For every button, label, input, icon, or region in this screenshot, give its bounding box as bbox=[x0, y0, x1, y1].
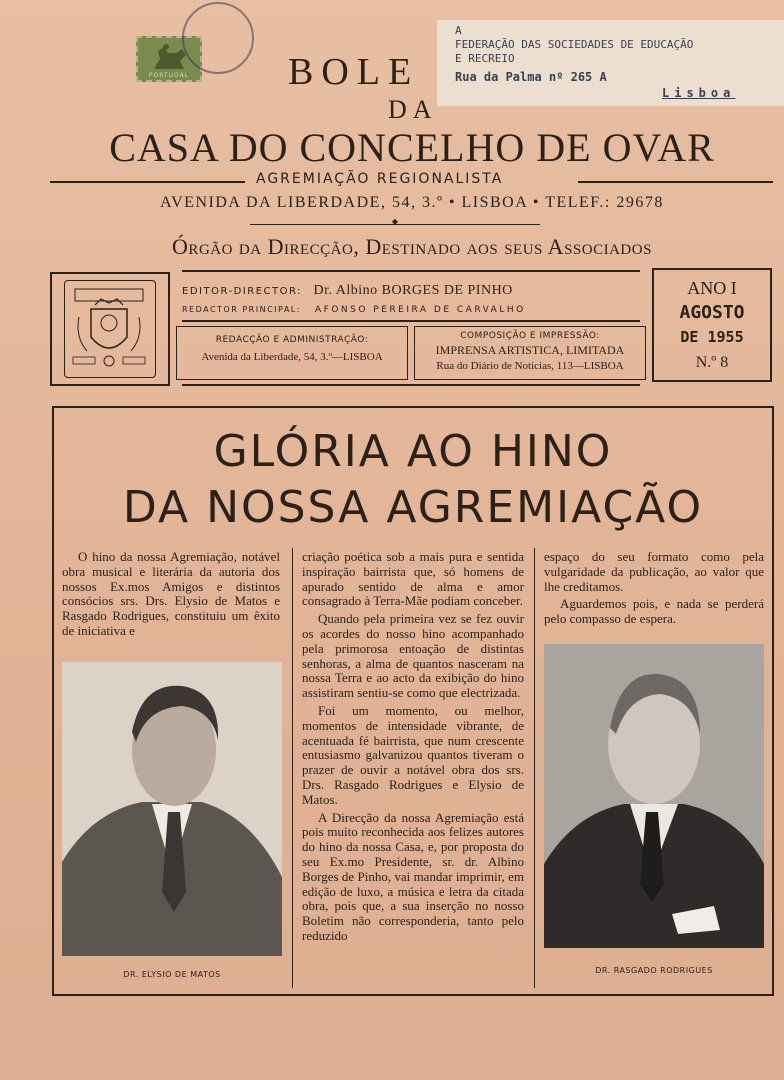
mailing-label bbox=[437, 20, 784, 106]
col3-paragraph-1: espaço do seu formato como pela vulgaridade da publicação, ao valor que lhe creditamos. bbox=[544, 549, 764, 594]
print-value-1: IMPRENSA ARTISTICA, LIMITADA bbox=[435, 343, 625, 357]
issue-month: AGOSTO bbox=[679, 302, 745, 323]
rule-right bbox=[578, 181, 773, 183]
column-2 bbox=[302, 550, 524, 944]
print-label: COMPOSIÇÃO E IMPRESSÃO: bbox=[460, 331, 600, 341]
masthead-da: DA bbox=[388, 95, 438, 124]
portrait-rasgado-rodrigues bbox=[544, 644, 764, 948]
issue-year: DE 1955 bbox=[680, 328, 744, 346]
rule-left bbox=[50, 181, 245, 183]
masthead-name: CASA DO CONCELHO DE OVAR bbox=[109, 125, 715, 170]
stamp-country: PORTUGAL bbox=[148, 72, 190, 79]
label-line-3: E RECREIO bbox=[455, 52, 515, 65]
issue-year-number: ANO I bbox=[687, 278, 737, 298]
col2-paragraph-2: Quando pela primeira vez se fez ouvir os acordes do nosso hino acompanhado pela primorosa entoação de distintas senhoras, a alma de quantos nasceram na nossa Terra e ao acto da exibição do hino assistiram sentiu-se como que electrizada. bbox=[302, 611, 524, 701]
crest-box bbox=[50, 272, 170, 386]
issue-number: N.º 8 bbox=[695, 354, 729, 371]
column-1 bbox=[62, 550, 280, 639]
col1-paragraph-1: O hino da nossa Agremiação, notável obra musical e literária da autoria dos nossos Ex.mos Amigos e distintos consócios srs. Drs. Elysio de Matos e Rasgado Rodrigues, constituiu um êxito de iniciativa e bbox=[62, 549, 280, 638]
print-box bbox=[414, 326, 646, 380]
headline-line-2: DA NOSSA AGREMIAÇÃO bbox=[122, 482, 704, 533]
ornamental-rule bbox=[250, 224, 540, 225]
staff-rule-bottom bbox=[182, 384, 640, 386]
portrait-left-image bbox=[62, 662, 282, 956]
column-divider-2 bbox=[534, 548, 535, 988]
portrait-right-image bbox=[544, 644, 764, 948]
masthead-subtitle: AGREMIAÇÃO REGIONALISTA bbox=[256, 171, 504, 187]
postmark bbox=[182, 2, 254, 74]
masthead-address: AVENIDA DA LIBERDADE, 54, 3.º • LISBOA • TELEF.: 29678 bbox=[160, 194, 664, 211]
coat-of-arms bbox=[64, 280, 156, 378]
editor-label: EDITOR-DIRECTOR: bbox=[182, 286, 302, 297]
portrait-elysio-de-matos bbox=[62, 662, 282, 956]
admin-label: REDACÇÃO E ADMINISTRAÇÃO: bbox=[215, 335, 369, 345]
column-3 bbox=[544, 550, 764, 627]
label-line-4: Rua da Palma nº 265 A bbox=[455, 70, 607, 84]
col3-paragraph-2: Aguardemos pois, e nada se perderá pelo compasso de espera. bbox=[544, 596, 764, 627]
issue-box bbox=[652, 268, 772, 382]
editor-name: Dr. Albino BORGES DE PINHO bbox=[313, 283, 513, 298]
caption-right: DR. RASGADO RODRIGUES bbox=[595, 966, 713, 975]
label-line-5: Lisboa bbox=[662, 86, 736, 100]
label-line-2: FEDERAÇÃO DAS SOCIEDADES DE EDUCAÇÃO bbox=[455, 38, 694, 51]
headline-line-1: GLÓRIA AO HINO bbox=[213, 426, 613, 477]
column-divider-1 bbox=[292, 548, 293, 988]
redactor-name: AFONSO PEREIRA DE CARVALHO bbox=[315, 305, 526, 315]
print-value-2: Rua do Diário de Noticias, 113—LISBOA bbox=[436, 360, 624, 372]
admin-box bbox=[176, 326, 408, 380]
redactor-label: REDACTOR PRINCIPAL: bbox=[182, 305, 301, 314]
col2-paragraph-1: criação poética sob a mais pura e sentida inspiração bairrista que, só homens de apurado sentido de alma e amor consagrado à Terra-Mãe podiam conceber. bbox=[302, 549, 524, 609]
staff-rule-mid bbox=[182, 320, 640, 322]
masthead-title: BOLE bbox=[288, 51, 420, 93]
caption-left: DR. ELYSIO DE MATOS bbox=[123, 970, 221, 979]
admin-value: Avenida da Liberdade, 54, 3.º—LISBOA bbox=[201, 351, 383, 363]
col2-paragraph-4: A Direcção da nossa Agremiação está pois muito reconhecida aos felizes autores do hino da nossa Casa, e, por proposta do seu Ex.mo Presidente, sr. dr. Albino Borges de Pinho, vai mandar imprimir, em edição de luxo, a música e letra da citada obra, pois que, a sua inserção no nosso Boletim não corresponderia, tanto pelo reduzido bbox=[302, 809, 524, 943]
staff-rule-top bbox=[182, 270, 640, 272]
col2-paragraph-3: Foi um momento, ou melhor, momentos de intensidade vibrante, de acentuada fé bairrista, que num crescente entusiasmo galvanizou quantos tiveram o prazer de ouvir a notável obra dos srs. Drs. Rasgado Rodrigues e Elysio de Matos. bbox=[302, 702, 524, 807]
label-line-1: A bbox=[455, 24, 462, 37]
redactor-line bbox=[182, 305, 526, 315]
masthead-organ: Órgão da Direcção, Destinado aos seus Associados bbox=[172, 234, 652, 259]
crest-icon bbox=[65, 281, 153, 375]
editor-line bbox=[182, 283, 513, 299]
